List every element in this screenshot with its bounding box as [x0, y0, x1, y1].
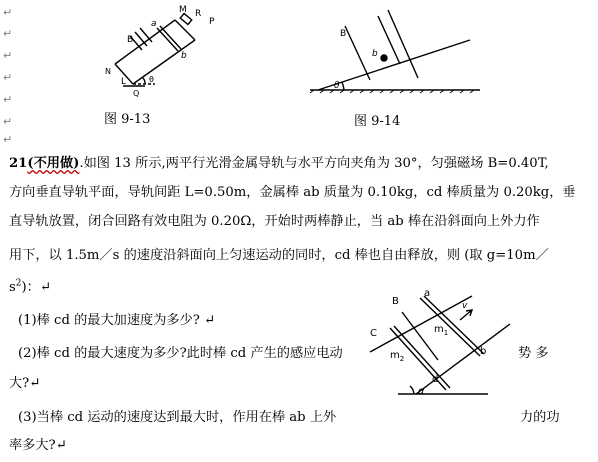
fig13-label-a: a	[151, 19, 157, 29]
subquestion-3-part-b: 力的功	[520, 410, 560, 425]
fig13-label-R: R	[195, 9, 202, 19]
fig21-label-b: b	[480, 346, 487, 357]
question-line-2: 方向垂直导轨平面，导轨间距 L=0.50m，金属棒 ab 质量为 0.10kg，cd 棒质量为 0.20kg，垂	[9, 185, 576, 200]
figure-21-diagram	[360, 284, 520, 404]
paragraph-mark: ↵	[3, 71, 13, 84]
paragraph-mark: ↵	[3, 27, 13, 40]
paragraph-mark: ↵	[3, 6, 13, 19]
paragraph-mark: ↵	[3, 93, 13, 106]
fig14-label-b: b	[372, 49, 378, 59]
fig21-label-v: v	[462, 301, 468, 311]
unit-s: s	[9, 280, 16, 295]
question-line-4: 用下，以 1.5m／s 的速度沿斜面向上匀速运动的同时，cd 棒也自由释放，则 (取 g=10m／	[9, 248, 549, 263]
unit-exponent: 2	[15, 278, 22, 289]
question-line-5	[9, 276, 51, 295]
question-number: 21	[9, 156, 28, 171]
fig21-label-B: B	[392, 296, 399, 307]
fig21-label-m1: $m_1$	[434, 324, 449, 337]
fig13-label-Q: Q	[133, 89, 140, 98]
paragraph-mark: ↵	[3, 115, 13, 128]
fig14-label-B: B	[340, 29, 347, 39]
figure-9-13-caption: 图 9-13	[104, 112, 151, 127]
question-tag: (不用做)	[27, 156, 80, 171]
subquestion-3-part-a: (3)当棒 cd 运动的速度达到最大时，作用在棒 ab 上外	[18, 410, 337, 425]
subquestion-3-part-c: 率多大?↵	[9, 438, 67, 453]
subquestion-2-part-a: (2)棒 cd 的最大速度为多少?此时棒 cd 产生的感应电动	[18, 346, 343, 361]
paragraph-mark: ↵	[3, 133, 13, 146]
figure-9-14-diagram	[300, 6, 490, 102]
fig21-label-a: a	[424, 288, 431, 299]
fig21-label-alpha: α	[418, 386, 425, 397]
fig13-label-P: P	[209, 17, 215, 27]
fig21-label-m2: $m_2$	[390, 350, 405, 363]
figure-9-14-caption: 图 9-14	[354, 114, 401, 129]
line5-tail: )：↵	[21, 280, 51, 295]
question-line-1	[9, 152, 549, 171]
fig21-label-c: C	[370, 328, 377, 339]
fig21-label-d: d	[432, 374, 439, 385]
subquestion-2-part-b: 势 多	[518, 346, 549, 361]
fig13-label-L: L	[121, 77, 127, 87]
figure-9-13-diagram	[85, 2, 225, 100]
paragraph-mark: ↵	[3, 49, 13, 62]
question-text-1: .如图 13 所示,两平行光滑金属导轨与水平方向夹角为 30°，匀强磁场 B=0.40T,	[79, 156, 549, 171]
fig13-label-theta: θ	[149, 75, 154, 84]
fig13-label-B: B	[127, 35, 134, 45]
fig13-label-N: N	[105, 67, 111, 76]
subquestion-2-part-c: 大?↵	[9, 376, 41, 391]
subquestion-1: (1)棒 cd 的最大加速度为多少? ↵	[18, 313, 216, 328]
fig13-label-M: M	[179, 5, 187, 15]
fig13-label-b: b	[181, 51, 187, 61]
fig14-label-theta: θ	[334, 81, 340, 91]
question-line-3: 直导轨放置，闭合回路有效电阻为 0.20Ω，开始时两棒静止，当 ab 棒在沿斜面向上外力作	[9, 214, 540, 229]
